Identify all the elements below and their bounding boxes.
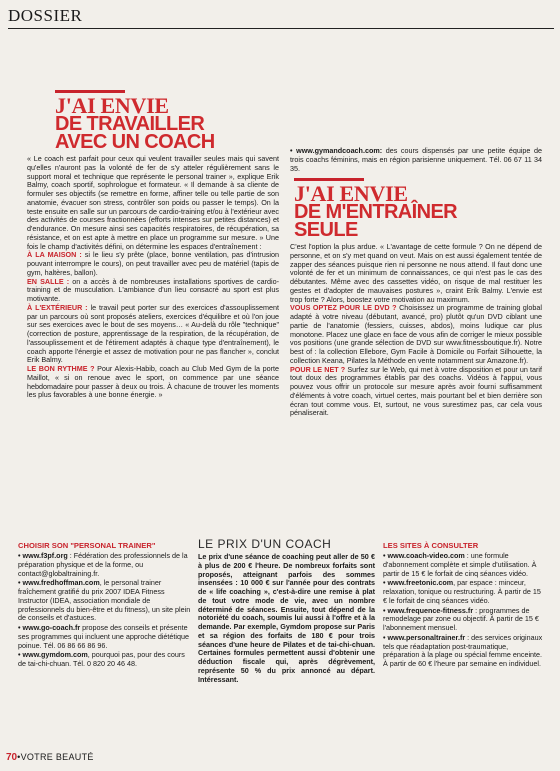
sidebar-heading: LE PRIX D'UN COACH	[198, 537, 332, 551]
sidebar-sites	[383, 541, 543, 670]
list-item: • www.personaltrainer.fr : des services originaux tels que réadaptation post-traumatique, préparation à la plage ou spécial femme enceinte. À partir de 60 € l'heure par semaine en individuel.	[383, 632, 543, 668]
paragraph: À LA MAISON : si le lieu s'y prête (place, bonne ventilation, pas d'intrusion pouvant interrompre le cours), on peut travailler avec peu de matériel (tapis de gym, haltères, ballon).	[27, 250, 280, 277]
sidebar-text: Le prix d'une séance de coaching peut aller de 50 € à plus de 200 € l'heure. De nombreux forfaits sont proposés, atteignant parfois des sommes insensées : 10 000 € sur l'année pour des contrats de « life coaching », c'est-à-dire une remise à plat de tout votre mode de vie, avec un nombre déterminé de séances. Ensuite, tout dépend de la notoriété du coach, soumis lui aussi à l'offre et à la demande. Par exemple, Gymdom propose sur Paris et sa région des forfaits de 180 € pour trois séances d'une heure de Pilates et de tai-chi-chuan. Certaines formules permettent aussi d'obtenir une déduction fiscale qui, après dégrèvement, représente 50 % du prix annoncé au départ. Intéressant.	[198, 552, 375, 684]
paragraph: POUR LE NET ? Surfez sur le Web, qui met à votre disposition et pour un tarif tout doux des programmes établis par des coachs. Vidéos à l'appui, vous pouvez vous offrir un protocole sur mesure après avoir fourni suffisamment d'éléments à votre coach, virtuel certes, mais pourtant bel et bien derrière son écran tout comme vous. Et, surtout, ne vous surestimez pas, car cela vous pénaliserait.	[290, 364, 542, 418]
left-article-title: J'AI ENVIE DE TRAVAILLER AVEC UN COACH	[55, 93, 215, 153]
header-rule	[8, 28, 554, 29]
list-item: • www.frequence-fitness.fr : programmes de remodelage par zone ou objectif. À partir de 15 € l'abonnement mensuel.	[383, 605, 539, 632]
right-article	[290, 178, 542, 418]
left-article-body	[27, 155, 279, 400]
sidebar-heading: CHOISIR SON "PERSONAL TRAINER"	[18, 541, 156, 550]
magazine-name: •VOTRE BEAUTÉ	[17, 752, 94, 762]
page-number: 70	[6, 752, 18, 763]
right-article-intro: C'est l'option la plus ardue. « L'avantage de cette formule ? On ne dépend de personne, et on s'y met quand on veut. Mais on est aussi également tentée de zapper des séances puisque rien ni personne ne nous attend. Il faut donc une volonté de fer et un minimum de connaissances, ce qui n'est pas le cas des débutantes. Même avec des cassettes vidéo, on risque de mal restituer les gestes et d'adopter de mauvaises postures », craint Erik Balmy. L'envie est trop forte ? Alors, boostez votre motivation au maximum.	[290, 242, 542, 304]
paragraph: VOUS OPTEZ POUR LE DVD ? Choisissez un programme de training global adapté à votre niveau (débutant, avancé, pro) plutôt qu'un DVD ciblant une partie de l'anatomie (fessiers, cuisses, abdos), moins ludique car plus monotone. Placez une glace en face de vous afin de corriger le mieux possible vos positions (une grande sélection de DVD sur www.fitnessboutique.fr). Notre best of : la collection Ellebore, Gym Facile à Domicile ou Forfait Silhouette, la collection Keana, Pilates la Méthode en vente notamment sur Amazone.fr).	[290, 303, 542, 365]
left-article-intro: « Le coach est parfait pour ceux qui veulent travailler seules mais qui savent qu'elles n'auront pas la volonté de fer de s'y atteler régulièrement sans le support moral et technique que représente le personal trainer », explique Erik Balmy, coach sportif, sophrologue et formateur. « Il demande à sa cliente de formuler ses objectifs (se remettre en forme, affiner telle ou telle partie de son anatomie, évacuer son stress, contrôler son poids ou passer le temps). On la teste ensuite en salle sur un parcours de cardio-training et/ou à l'extérieur avec des activités de courses fractionnées (efforts intenses sur petites distances) et d'endurance. On mesure ainsi ses capacités respiratoires, de récupération, sa résistance, et on est apte à mettre en place un programme sur mesure. » Une fois le champ d'activités défini, on détermine les espaces d'entraînement :	[27, 154, 279, 251]
list-item: • www.gymdom.com, pourquoi pas, pour des cours de tai-chi-chuan. Tél. 0 820 20 46 48.	[18, 650, 185, 668]
section-label: DOSSIER	[8, 6, 83, 25]
right-article-body	[290, 243, 542, 418]
right-article-title: J'AI ENVIE DE M'ENTRAÎNER SEULE	[294, 181, 458, 241]
list-item: • www.freetonic.com, par espace : minceur, relaxation, tonique ou restructuring. À partir de 15 € le forfait de cinq séances vidéo.	[383, 578, 541, 605]
list-item: • www.fredhoffman.com, le personal trainer fraîchement gratifié du prix 2007 IDEA Fitness Instructor (IDEA, association mondiale de professionnels du bien-être et du fitness), un site plein de conseils et d'astuces.	[18, 578, 191, 623]
paragraph: LE BON RYTHME ? Pour Alexis-Habib, coach au Club Med Gym de la porte Maillot, « si on renoue avec le sport, on commence par une séance hebdomadaire pour passer à deux ou trois. À chacune de trouver les moments les plus favorables à une bonne énergie. »	[27, 364, 279, 400]
list-item: • www.go-coach.fr propose des conseils et présente ses programmes qui incluent une approche diététique poinue. Tél. 06 86 66 86 96.	[18, 623, 190, 650]
list-item: • www.f3pf.org : Fédération des professionnels de la préparation physique et de la forme, ou contact@globaltraining.fr.	[18, 551, 188, 578]
list-item: • www.coach-video.com : une formule d'abonnement complète et simple d'utilisation. À partir de 15 € le forfait de cinq séances vidéo.	[383, 551, 537, 578]
paragraph: À L'EXTÉRIEUR : le travail peut porter sur des exercices d'assouplissement par un parcours où sont proposés ateliers, exercices d'équilibre et où l'on joue sur ses exercices avec le bout de ses moyens… « Au-delà du rôle "technique" (correction de posture, apprentissage de la respiration, de la récupération, de l'assouplissement et de l'étirement adaptés à chaque type d'entraînement), le coach apporte l'énergie et assez de motivation pour ne pas flancher », conclut Erik Balmy.	[27, 302, 279, 365]
left-article	[27, 90, 279, 400]
sidebar-prix-coach	[198, 538, 375, 684]
sidebar-heading: LES SITES À CONSULTER	[383, 541, 479, 550]
top-right-entry: • www.gymandcoach.com: des cours dispensés par une petite équipe de trois coachs féminins, mais en région parisienne uniquement. Tél. 06 67 11 34 35.	[290, 146, 543, 173]
paragraph: EN SALLE : on a accès à de nombreuses installations sportives de cardio-training et de musculation. L'ambiance d'un lieu consacré au sport est plus motivante.	[27, 276, 279, 303]
page-footer	[6, 752, 94, 763]
sidebar-personal-trainer	[18, 541, 193, 670]
